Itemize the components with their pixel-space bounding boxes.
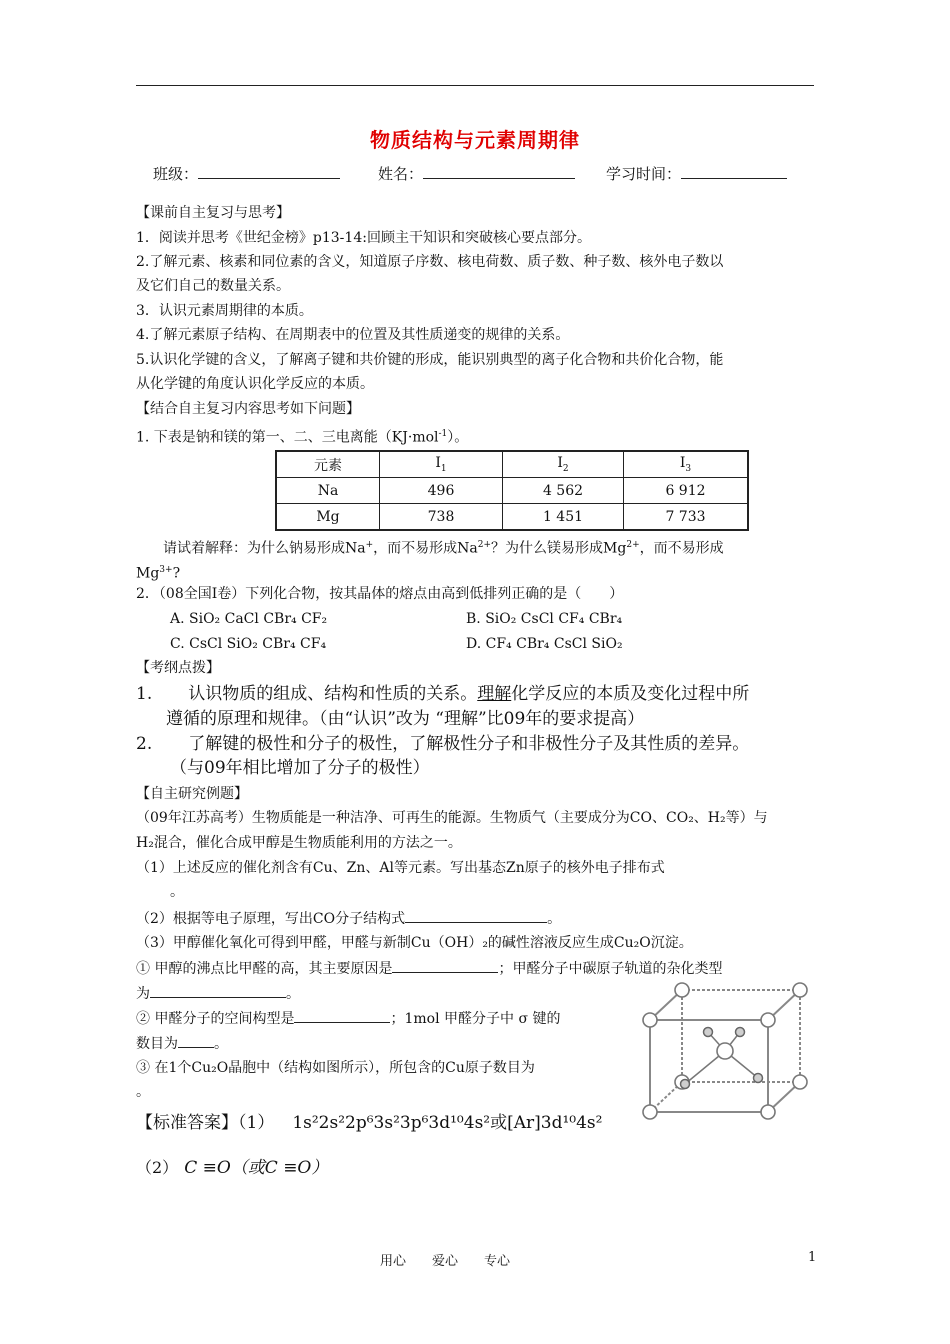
table-header: $I_2$ [503,451,624,478]
sub-question-3a-cont: 为 。 [136,983,300,1004]
footer-center: 用心 爱心 专心 [380,1254,511,1269]
list-item: 1．阅读并思考《世纪金榜》p13-14:回顾主干知识和突破核心要点部分。 [136,230,591,246]
page-title: 物质结构与元素周期律 [370,128,580,152]
sub-question-3: （3）甲醇催化氧化可得到甲醛，甲醛与新制Cu（OH）₂的碱性溶液反应生成Cu₂O沉淀。 [136,935,693,951]
list-item: 及它们自己的数量关系。 [136,278,290,294]
cu2o-unit-cell-figure [640,980,816,1126]
table-row: Mg 738 1 451 7 733 [276,504,748,531]
explain-question: 请试着解释：为什么钠易形成Na+，而不易形成$Na^{2+}$？为什么镁易形成$Mg^{2+}$，而不易形成 [163,540,724,557]
section-heading-syllabus: 【考纲点拨】 [136,660,220,676]
sub-question-3b-cont: 数目为 。 [136,1033,228,1054]
sub-question-1: （1）上述反应的催化剂含有Cu、Zn、Al等元素。写出基态Zn原子的核外电子排布式 [136,860,665,876]
top-rule [136,85,814,86]
page-number: 1 [808,1250,817,1265]
answer-heading: 【标准答案】 [136,1113,238,1133]
sub-question-3b: ② 甲醛分子的空间构型是 ；1mol 甲醛分子中 σ 键的 [136,1008,560,1029]
syllabus-point-1-cont: 遵循的原理和规律。（由“认识”改为 “理解”比09年的要求提高） [166,709,645,729]
list-item: 2.了解元素、核素和同位素的含义，知道原子序数、核电荷数、质子数、种子数、核外电子数以 [136,254,724,270]
list-item: 从化学键的角度认识化学反应的本质。 [136,376,374,392]
example-intro: （09年江苏高考）生物质能是一种洁净、可再生的能源。生物质气（主要成分为CO、CO₂、H₂等）与 [136,810,768,826]
table-header: 元素 [276,451,380,478]
sub-question-1-end: 。 [170,884,184,900]
syllabus-point-2-cont: （与09年相比增加了分子的极性） [170,758,430,778]
example-intro-cont: H₂混合，催化合成甲醇是生物质能利用的方法之一。 [136,835,462,851]
option-a: A. SiO₂ CaCl CBr₄ CF₂ [170,611,328,627]
sub-question-3a: ① 甲醇的沸点比甲醛的高，其主要原因是 ；甲醛分子中碳原子轨道的杂化类型 [136,958,722,979]
table-header: $I_1$ [380,451,503,478]
section-heading-review: 【课前自主复习与思考】 [136,205,290,221]
section-heading-examples: 【自主研究例题】 [136,786,248,802]
syllabus-point-1: 1. 认识物质的组成、结构和性质的关系。理解化学反应的本质及变化过程中所 [136,684,750,704]
list-item: 3．认识元素周期律的本质。 [136,303,313,319]
class-field: 班级： [153,163,340,184]
sub-question-3c-end: 。 [136,1084,150,1100]
answer-1: 【标准答案】（1） 1s²2s²2p⁶3s²3p⁶3d¹⁰4s²或[Ar]3d¹⁰4s² [136,1113,603,1133]
option-b: B. SiO₂ CsCl CF₄ CBr₄ [466,611,623,627]
sub-question-2: （2）根据等电子原理，写出CO分子结构式 。 [136,908,561,929]
table-header: $I_3$ [624,451,749,478]
name-field: 姓名： [378,163,575,184]
ionization-table [275,450,749,531]
explain-question-cont: $Mg^{3+}$? [136,565,181,582]
list-item: 5.认识化学键的含义，了解离子键和共价键的形成，能识别典型的离子化合物和共价化合物，能 [136,352,724,368]
question-2: 2．（08全国Ⅰ卷）下列化合物，按其晶体的熔点由高到低排列正确的是（ ） [136,586,624,602]
time-field: 学习时间： [606,163,787,184]
section-heading-questions: 【结合自主复习内容思考如下问题】 [136,401,360,417]
option-c: C. CsCl SiO₂ CBr₄ CF₄ [170,636,327,652]
option-d: D. CF₄ CBr₄ CsCl SiO₂ [466,636,623,652]
sub-question-3c: ③ 在1个Cu₂O晶胞中（结构如图所示），所包含的Cu原子数目为 [136,1060,535,1076]
answer-2: （2） C ≡O（或C ≡O） [136,1158,329,1178]
table-row: Na 496 4 562 6 912 [276,478,748,504]
list-item: 4.了解元素原子结构、在周期表中的位置及其性质递变的规律的关系。 [136,327,570,343]
table-header-row [276,451,748,478]
syllabus-point-2: 2. 了解键的极性和分子的极性，了解极性分子和非极性分子及其性质的差异。 [136,734,750,754]
question-1: 1. 下表是钠和镁的第一、二、三电离能（KJ·mol$^{-1}$）。 [136,429,469,446]
